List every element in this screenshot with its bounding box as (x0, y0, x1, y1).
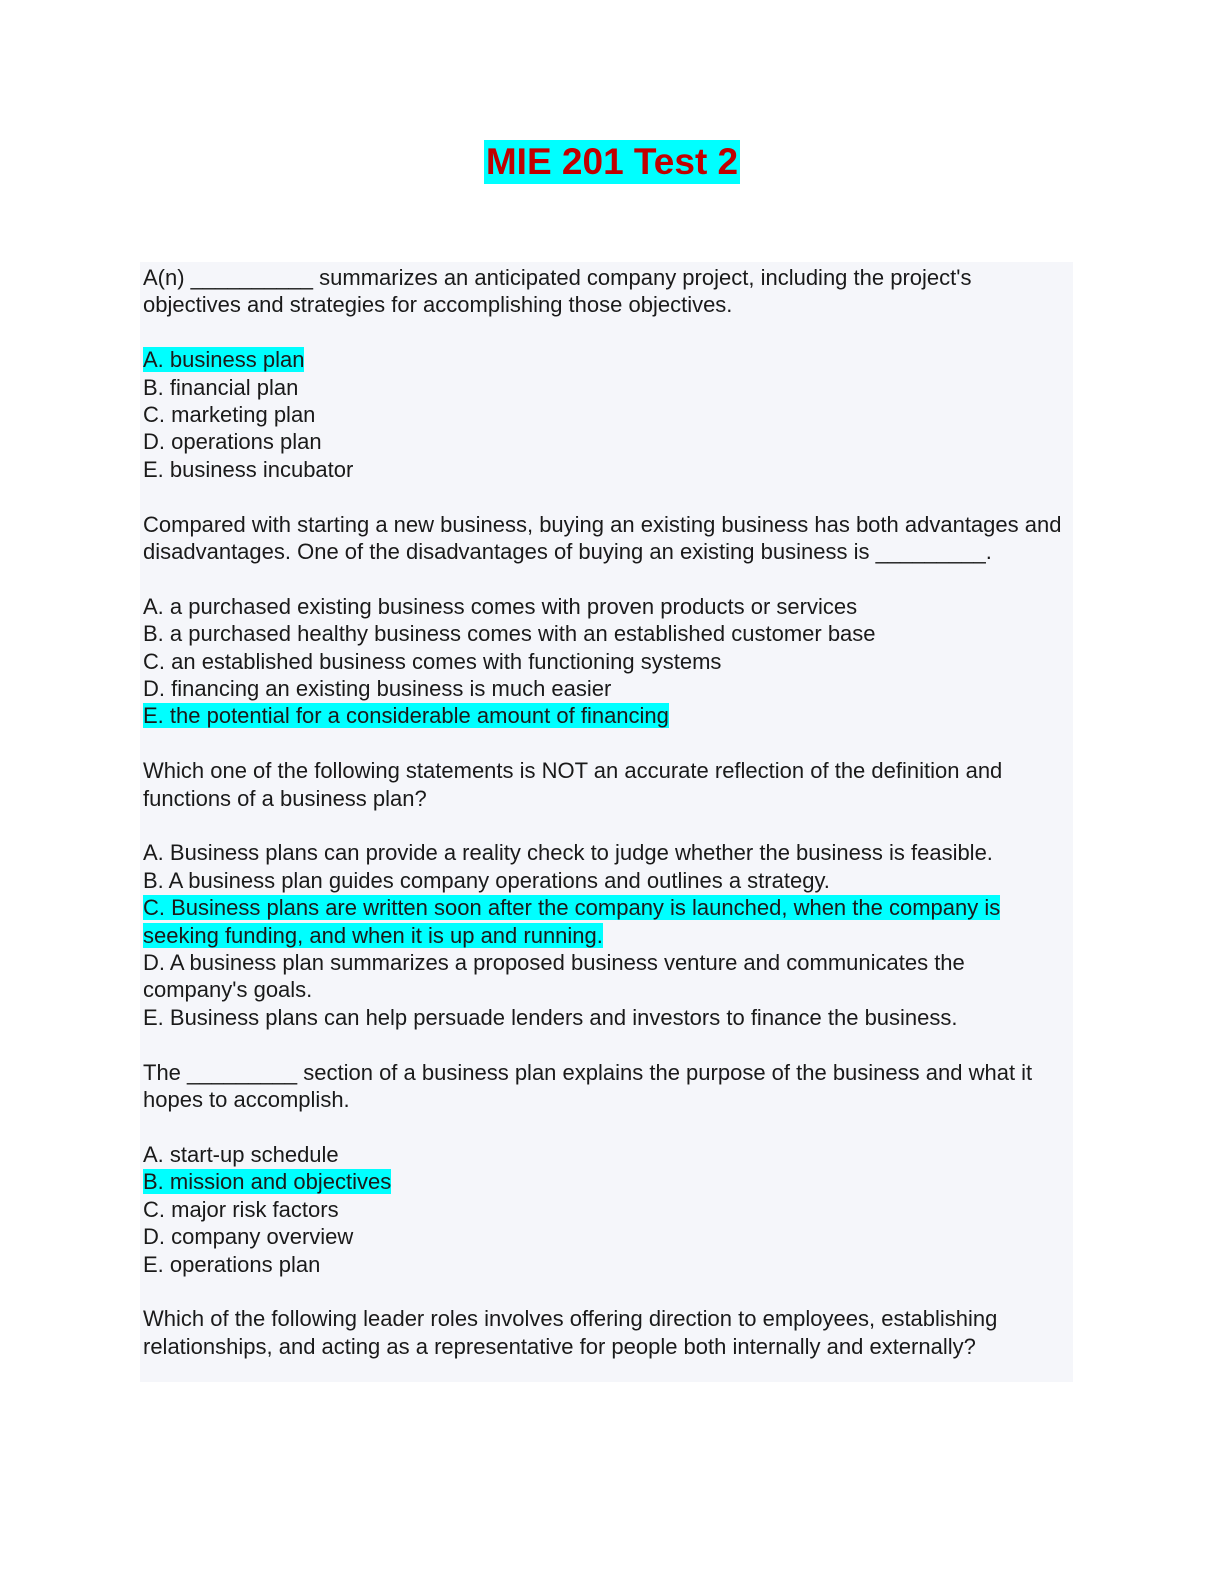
answer-highlight: B. mission and objectives (143, 1169, 392, 1195)
question-panel (140, 262, 1073, 1382)
title-container (0, 140, 1224, 184)
question-1-option-d[interactable]: D. operations plan (143, 429, 322, 455)
question-2-option-a[interactable]: A. a purchased existing business comes with proven products or services (143, 593, 858, 619)
question-4-option-c[interactable]: C. major risk factors (143, 1196, 339, 1222)
question-3-option-b[interactable]: B. A business plan guides company operations and outlines a strategy. (143, 867, 830, 893)
question-3-option-c[interactable] (143, 894, 1073, 949)
question-2-options (143, 593, 1073, 730)
question-3-option-d[interactable]: D. A business plan summarizes a proposed business venture and communicates the company's goals. (143, 950, 965, 1003)
question-3-options (143, 839, 1073, 1031)
question-1-options (143, 346, 1073, 483)
question-2-option-b[interactable]: B. a purchased healthy business comes with an established customer base (143, 621, 876, 647)
page-title: MIE 201 Test 2 (485, 141, 739, 182)
question-2-option-e[interactable] (143, 702, 1073, 729)
question-1-text: A(n) __________ summarizes an anticipated company project, including the project's objectives and strategies for accomplishing those objectives. (143, 265, 972, 318)
question-4-text: The _________ section of a business plan explains the purpose of the business and what it hopes to accomplish. (143, 1059, 1033, 1113)
question-4-option-b[interactable] (143, 1168, 1073, 1195)
question-4-option-a[interactable]: A. start-up schedule (143, 1141, 339, 1167)
question-2-text: Compared with starting a new business, buying an existing business has both advantages and disadvantages. One of the disadvantages of buying an existing business is _________. (143, 511, 1062, 565)
answer-highlight: A. business plan (143, 347, 305, 373)
question-3-option-e[interactable]: E. Business plans can help persuade lenders and investors to finance the business. (143, 1004, 958, 1030)
question-1-option-c[interactable]: C. marketing plan (143, 402, 316, 428)
answer-highlight: C. Business plans are written soon after the company is launched, when the company is seeking funding, and when it is up and running. (143, 895, 1001, 948)
question-4-option-e[interactable]: E. operations plan (143, 1251, 321, 1277)
answer-highlight: E. the potential for a considerable amount of financing (143, 703, 669, 729)
question-4-option-d[interactable]: D. company overview (143, 1224, 354, 1250)
question-2-option-d[interactable]: D. financing an existing business is much easier (143, 676, 612, 702)
question-4-options (143, 1141, 1073, 1278)
question-1-option-a[interactable] (143, 346, 1073, 373)
question-1-option-b[interactable]: B. financial plan (143, 374, 299, 400)
question-1-option-e[interactable]: E. business incubator (143, 456, 354, 482)
question-3-text: Which one of the following statements is NOT an accurate reflection of the definition and functions of a business plan? (143, 758, 1003, 811)
question-5-text: Which of the following leader roles involves offering direction to employees, establishing relationships, and acting as a representative for people both internally and externally? (143, 1306, 998, 1359)
question-2-option-c[interactable]: C. an established business comes with functioning systems (143, 648, 722, 674)
question-3-option-a[interactable]: A. Business plans can provide a reality check to judge whether the business is feasible. (143, 840, 993, 866)
